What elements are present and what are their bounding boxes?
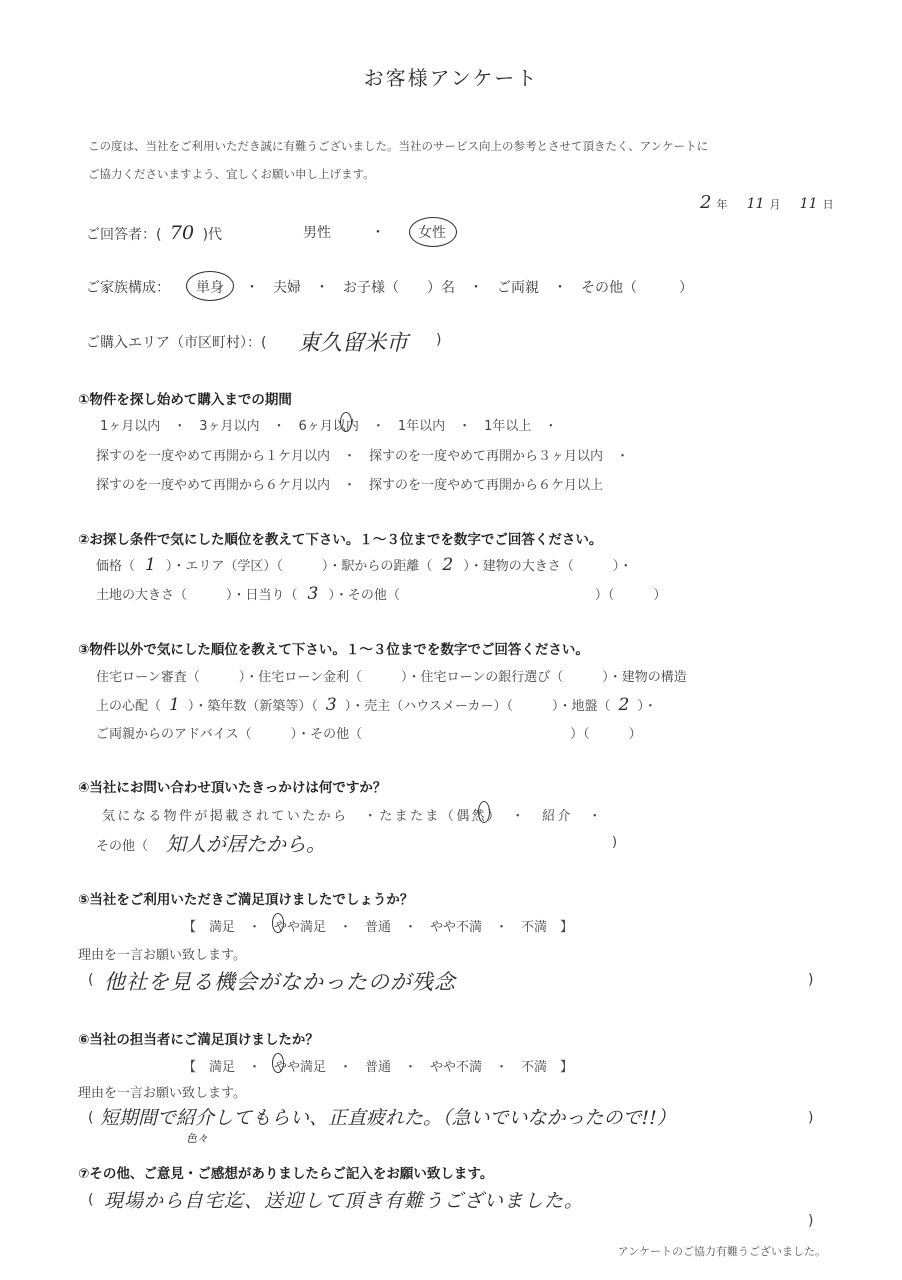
q5-question: ⑤当社をご利用いただきご満足頂けましたでしょうか？ xyxy=(78,892,414,908)
q3-line-3: ご両親からのアドバイス（ ）・その他（ ）（ ） xyxy=(96,727,642,742)
q5-satisfaction-scale[interactable]: 【 満足 ・ やや満足 ・ 普通 ・ やや不満 ・ 不満 】 xyxy=(183,920,574,935)
q1-options-line-3[interactable]: 探すのを一度やめて再開から６ケ月以内 ・ 探すのを一度やめて再開から６ケ月以上 xyxy=(96,478,604,493)
male-option[interactable]: 男性 xyxy=(303,225,331,241)
footer-thanks: アンケートのご協力有難うございました。 xyxy=(617,1245,826,1258)
female-option[interactable]: 女性 xyxy=(418,225,446,241)
family-other-options: ・ 夫婦 ・ お子様（ ）名 ・ ご両親 ・ その他（ ） xyxy=(245,280,693,296)
q1-options-line-1[interactable]: 1ヶ月以内 ・ 3ヶ月以内 ・ 6ヶ月以内 ・ 1年以内 ・ 1年以上 ・ xyxy=(100,419,558,434)
date-year: 2 xyxy=(700,192,712,213)
intro-line-1: この度は、当社をご利用いただき誠に有難うございました。当社のサービス向上の参考とさせて頂きたく、アンケートに xyxy=(88,139,709,153)
q4-other-value[interactable]: 知人が居たから。 xyxy=(166,832,326,856)
q7-question: ⑦その他、ご意見・ご感想がありましたらご記入をお願い致します。 xyxy=(78,1166,494,1182)
q4-selection-mark xyxy=(478,801,490,823)
family-single-option[interactable]: 単身 xyxy=(196,280,224,296)
q6-selection-mark xyxy=(272,1053,284,1073)
q5-selection-mark xyxy=(272,913,284,933)
intro-line-2: ご協力くださいますよう、宜しくお願い申し上げます。 xyxy=(88,167,375,181)
q2-question: ②お探し条件で気にした順位を教えて下さい。１～３位までを数字でご回答ください。 xyxy=(78,532,603,548)
q2-sun-rank[interactable]: 3 xyxy=(307,584,319,604)
gender-separator: ・ xyxy=(371,225,385,241)
date-month: 11 xyxy=(746,196,765,212)
q3-line-2: 上の心配（ 1 ）・築年数（新築等）（ 3 ）・売主（ハウスメーカー）（ ）・地盤（ 2 ）・ xyxy=(96,695,657,715)
q1-options-line-2[interactable]: 探すのを一度やめて再開から１ケ月以内 ・ 探すのを一度やめて再開から３ヶ月以内 ・ xyxy=(96,449,630,464)
age-value[interactable]: 70 xyxy=(169,222,195,244)
area-label: ご購入エリア（市区町村）：( xyxy=(86,335,267,351)
q3-ground-rank[interactable]: 2 xyxy=(618,695,630,715)
q2-line-2: 土地の大きさ（ ）・日当り（ 3 ）・その他（ ）（ ） xyxy=(96,584,667,604)
q2-line-1: 価格（ 1 ）・エリア（学区）（ ）・駅からの距離（ 2 ）・建物の大きさ（ ）・ xyxy=(96,555,633,575)
q5-reason-value[interactable]: 他社を見る機会がなかったのが残念 xyxy=(104,970,456,994)
date-day: 11 xyxy=(799,196,818,212)
q6-satisfaction-scale[interactable]: 【 満足 ・ やや満足 ・ 普通 ・ やや不満 ・ 不満 】 xyxy=(183,1060,574,1075)
area-value[interactable]: 東久留米市 xyxy=(298,331,409,356)
q6-reason-value[interactable]: 短期間で紹介してもらい、正直疲れた。（急いでいなかったので!!） xyxy=(100,1107,676,1129)
q1-question: ①物件を探し始めて購入までの期間 xyxy=(78,392,292,408)
q6-reason-insert-note: 色々 xyxy=(186,1132,208,1145)
family-label: ご家族構成： xyxy=(86,280,170,296)
q5-reason-label: 理由を一言お願い致します。 xyxy=(78,948,246,963)
q1-selection-mark xyxy=(340,412,352,432)
q6-reason-label: 理由を一言お願い致します。 xyxy=(78,1086,246,1101)
q3-structure-rank[interactable]: 1 xyxy=(169,695,180,715)
q6-question: ⑥当社の担当者にご満足頂けましたか？ xyxy=(78,1032,319,1048)
female-selection-circle xyxy=(409,217,457,247)
q4-question: ④当社にお問い合わせ頂いたきっかけは何ですか？ xyxy=(78,780,387,796)
q3-age-rank[interactable]: 3 xyxy=(325,695,337,715)
respondent-row: ご回答者：( 70 )代 xyxy=(86,222,223,244)
date-field[interactable]: 2 年 11 月 11 日 xyxy=(700,192,834,213)
q7-comment-value[interactable]: 現場から自宅迄、送迎して頂き有難うございました。 xyxy=(104,1190,585,1212)
q3-line-1: 住宅ローン審査（ ）・住宅ローン金利（ ）・住宅ローンの銀行選び（ ）・建物の構造 xyxy=(96,670,687,685)
q2-station-rank[interactable]: 2 xyxy=(442,555,454,575)
page-title: お客様アンケート xyxy=(363,66,539,90)
q2-price-rank[interactable]: 1 xyxy=(145,555,156,575)
q4-other-label: その他（ xyxy=(96,839,149,854)
single-selection-circle xyxy=(186,271,234,301)
respondent-label: ご回答者：( xyxy=(86,227,162,243)
q3-question: ③物件以外で気にした順位を教えて下さい。１～３位までを数字でご回答ください。 xyxy=(78,642,589,658)
q4-options[interactable]: 気になる物件が掲載されていたから ・たまたま（偶然） ・ 紹介 ・ xyxy=(102,809,604,824)
